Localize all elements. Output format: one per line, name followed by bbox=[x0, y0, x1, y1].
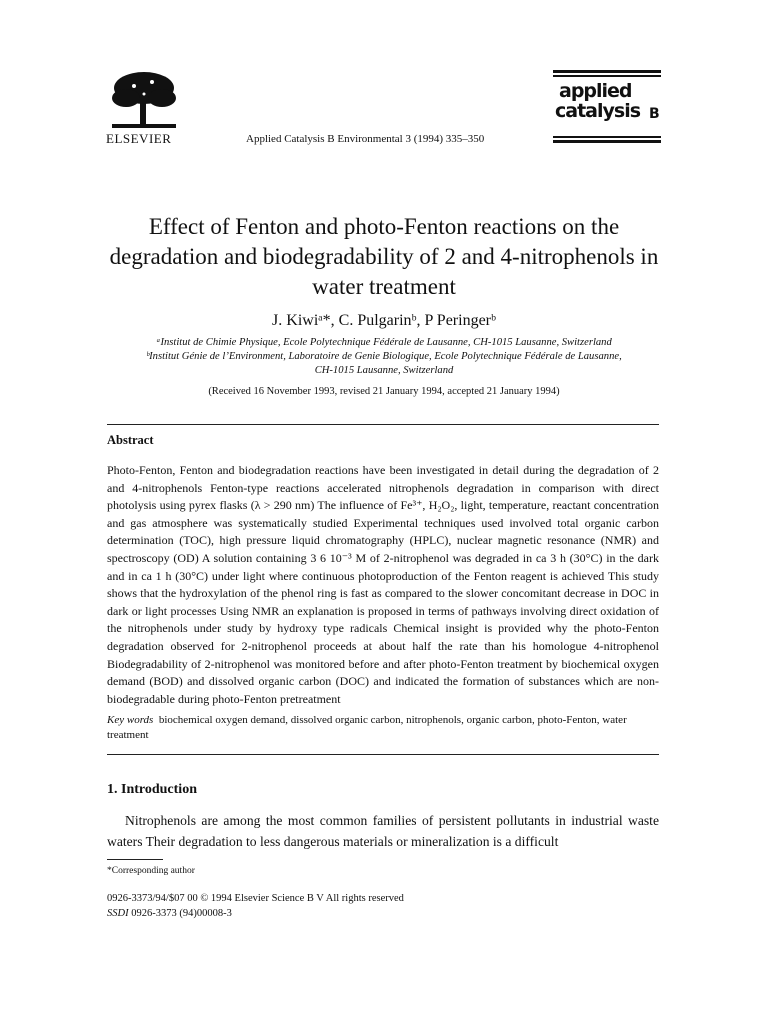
introduction-body: Nitrophenols are among the most common families of persistent pollutants in industrial waste waters Their degradation to less dangerous materials or mineralization is a difficult bbox=[107, 813, 659, 849]
journal-logo-line1: applied bbox=[559, 80, 632, 102]
footnote: *Corresponding author bbox=[107, 866, 195, 876]
abstract-body: Photo-Fenton, Fenton and biodegradation reactions have been investigated in detail during the degradation of 2 and 4-nitrophenols Fenton-type reactions accelerated nitrophenols degradation in comparison with direct photolysis using pyrex flasks (λ > 290 nm) The influence of Fe³⁺, H₂O₂, light, temperature, reactant concentration and gas atmosphere was systematically studied Experimental techniques used involved total organic carbon determination (TOC), high pressure liquid chromatography (HPLC), nuclear magnetic resonance (NMR) and spectroscopy (OD) A solution containing 3 6 10⁻³ M of 2-nitrophenol was degraded in ca 3 h (30°C) in the dark and in ca 1 h (30°C) under light where continuous photoproduction of the Fenton reagent is achieved This study shows that the hydroxylation of the phenol ring is fast as compared to the slower concomitant decrease in DOC in dark or light processes Using NMR an explanation is proposed in terms of pathways involving direct oxidation of the nitrophenols under study by hydroxy type radicals Chemical insight is provided why the photo-Fenton degradation observed for 2-nitrophenol proceeds at about half the rate than his homologue 4-nitrophenol Biodegradability of 2-nitrophenol was monitored before and after photo-Fenton treatment by biochemical oxygen demand (BOD) and dissolved organic carbon (DOC) and indicated the formation of substances which are non-biodegradable during photo-Fenton pretreatment bbox=[107, 463, 659, 706]
footnote-divider bbox=[107, 859, 163, 860]
abstract-heading: Abstract bbox=[107, 433, 154, 447]
received-dates: (Received 16 November 1993, revised 21 January 1994, accepted 21 January 1994) bbox=[208, 386, 560, 397]
copyright-line: 0926-3373/94/$07 00 © 1994 Elsevier Science B V All rights reserved bbox=[107, 893, 404, 904]
journal-citation: Applied Catalysis B Environmental 3 (1994) 335–350 bbox=[246, 133, 485, 145]
ssdi-line bbox=[107, 908, 232, 919]
ssdi-number: 0926-3373 (94)00008-3 bbox=[131, 908, 232, 919]
article-title: Effect of Fenton and photo-Fenton reactions on the degradation and biodegradability of 2 and 4-nitrophenols in water treatment bbox=[109, 214, 659, 299]
affiliation-a: ᵃInstitut de Chimie Physique, Ecole Polytechnique Fédérale de Lausanne, CH-1015 Lausanne, Switzerland bbox=[156, 337, 612, 348]
divider bbox=[107, 424, 659, 425]
ssdi-label: SSDI bbox=[107, 908, 129, 919]
keywords bbox=[107, 713, 659, 743]
journal-logo-letter: B bbox=[649, 106, 660, 122]
affiliation-b-line1: ᵇInstitut Génie de l’Environment, Laboratoire de Genie Biologique, Ecole Polytechnique Fédérale de Lausanne, bbox=[146, 351, 622, 362]
journal-logo bbox=[553, 70, 663, 152]
journal-logo-line2: catalysis bbox=[555, 100, 641, 122]
publisher-name: ELSEVIER bbox=[106, 131, 172, 146]
keywords-list: biochemical oxygen demand, dissolved organic carbon, nitrophenols, organic carbon, photo-Fenton, water treatment bbox=[107, 714, 627, 741]
elsevier-tree-logo bbox=[104, 68, 184, 132]
affiliation-b-line2: CH-1015 Lausanne, Switzerland bbox=[314, 365, 454, 376]
author-list: J. Kiwiᵃ*, C. Pulgarinᵇ, P Peringerᵇ bbox=[272, 312, 496, 329]
divider bbox=[107, 754, 659, 755]
keywords-label: Key words bbox=[107, 714, 154, 726]
section-heading: 1. Introduction bbox=[107, 782, 197, 797]
